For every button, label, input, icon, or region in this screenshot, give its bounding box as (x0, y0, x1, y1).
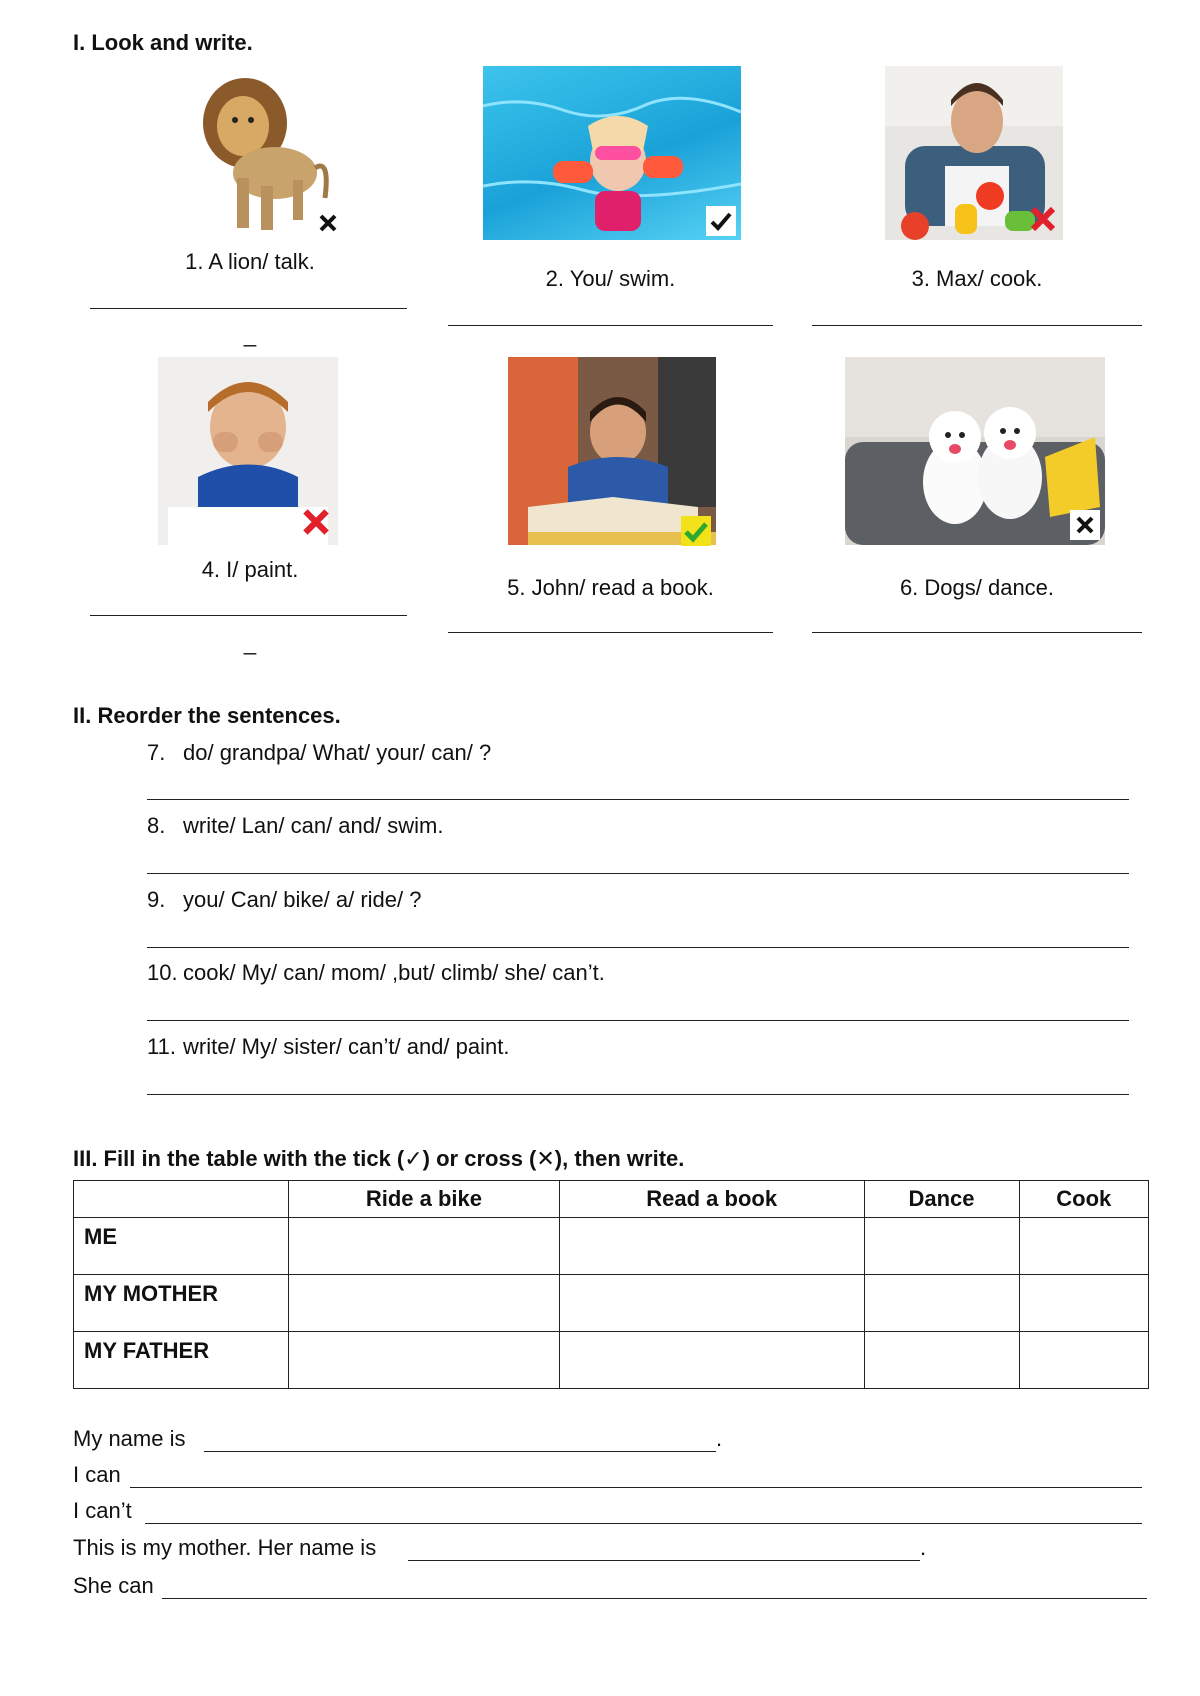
name-period: . (716, 1426, 723, 1451)
table-cell[interactable] (289, 1275, 560, 1332)
name-answer-line[interactable] (204, 1451, 716, 1452)
can-answer-line[interactable] (130, 1487, 1142, 1488)
question-7 (147, 740, 491, 766)
caption-4: 4. I/ paint. (201, 557, 299, 582)
answer-dash-1: _ (243, 322, 257, 347)
name-prompt: My name is (73, 1426, 186, 1451)
can-prompt: I can (73, 1462, 121, 1487)
answer-line-11[interactable] (147, 1094, 1129, 1095)
dogs-image (845, 357, 1105, 545)
section1-title: I. Look and write. (73, 30, 253, 55)
she-can-answer-line[interactable] (162, 1598, 1147, 1599)
section3-title: III. Fill in the table with the tick (✓) or cross (✕), then write. (73, 1146, 685, 1171)
question-8 (147, 813, 443, 839)
table-header-cell: Ride a bike (289, 1181, 560, 1218)
mother-answer-line[interactable] (408, 1560, 920, 1561)
dogs-sofa-illustration (845, 357, 1105, 545)
question-10 (147, 960, 605, 986)
tick-icon (681, 516, 711, 546)
table-cell[interactable] (289, 1332, 560, 1389)
cross-icon (301, 507, 331, 537)
swimming-image (483, 66, 741, 240)
caption-3: 3. Max/ cook. (911, 266, 1043, 291)
row-label: MY FATHER (74, 1332, 289, 1389)
caption-1: 1. A lion/ talk. (185, 249, 315, 274)
cross-icon (313, 208, 343, 238)
answer-line-6[interactable] (812, 632, 1142, 633)
table-cell[interactable] (559, 1275, 864, 1332)
answer-line-3[interactable] (812, 325, 1142, 326)
she-can-prompt: She can (73, 1573, 154, 1598)
answer-line-7[interactable] (147, 799, 1129, 800)
caption-2: 2. You/ swim. (545, 266, 676, 291)
table-row (74, 1332, 1149, 1389)
answer-line-10[interactable] (147, 1020, 1129, 1021)
answer-line-9[interactable] (147, 947, 1129, 948)
table-cell[interactable] (1019, 1218, 1148, 1275)
cant-prompt: I can’t (73, 1498, 132, 1523)
table-cell[interactable] (1019, 1332, 1148, 1389)
caption-6: 6. Dogs/ dance. (899, 575, 1055, 600)
question-number: 8. (147, 813, 166, 838)
question-number: 9. (147, 887, 166, 912)
cant-answer-line[interactable] (145, 1523, 1142, 1524)
row-label: MY MOTHER (74, 1275, 289, 1332)
table-cell[interactable] (864, 1332, 1019, 1389)
mother-prompt: This is my mother. Her name is (73, 1535, 377, 1560)
question-number: 10. (147, 960, 178, 985)
section2-title: II. Reorder the sentences. (73, 703, 341, 728)
swimmer-illustration (483, 66, 741, 240)
table-header-cell: Dance (864, 1181, 1019, 1218)
table-header-row (74, 1181, 1149, 1218)
table-cell[interactable] (559, 1218, 864, 1275)
answer-line-2[interactable] (448, 325, 773, 326)
table-cell[interactable] (864, 1275, 1019, 1332)
question-11 (147, 1034, 509, 1060)
row-label: ME (74, 1218, 289, 1275)
answer-line-4[interactable] (90, 615, 407, 616)
question-number: 7. (147, 740, 166, 765)
question-text: write/ Lan/ can/ and/ swim. (183, 813, 444, 838)
table-cell[interactable] (864, 1218, 1019, 1275)
question-number: 11. (147, 1034, 176, 1059)
question-text: write/ My/ sister/ can’t/ and/ paint. (183, 1034, 510, 1059)
tick-icon (706, 206, 736, 236)
table-cell[interactable] (1019, 1275, 1148, 1332)
table-cell[interactable] (289, 1218, 560, 1275)
question-9 (147, 887, 421, 913)
table-row (74, 1218, 1149, 1275)
lion-illustration (175, 68, 335, 238)
cross-icon (1070, 510, 1100, 540)
answer-line-1[interactable] (90, 308, 407, 309)
table-header-cell (74, 1181, 289, 1218)
question-text: you/ Can/ bike/ a/ ride/ ? (183, 887, 422, 912)
answer-line-8[interactable] (147, 873, 1129, 874)
table-header-cell: Cook (1019, 1181, 1148, 1218)
answer-dash-4: _ (243, 630, 257, 655)
question-text: cook/ My/ can/ mom/ ,but/ climb/ she/ can’t. (183, 960, 605, 985)
mother-period: . (920, 1535, 927, 1560)
answer-line-5[interactable] (448, 632, 773, 633)
cross-icon (1028, 204, 1058, 234)
table-header-cell: Read a book (559, 1181, 864, 1218)
lion-image (175, 68, 335, 238)
ability-table (73, 1180, 1149, 1389)
table-cell[interactable] (559, 1332, 864, 1389)
question-text: do/ grandpa/ What/ your/ can/ ? (183, 740, 492, 765)
table-row (74, 1275, 1149, 1332)
caption-5: 5. John/ read a book. (507, 575, 714, 600)
